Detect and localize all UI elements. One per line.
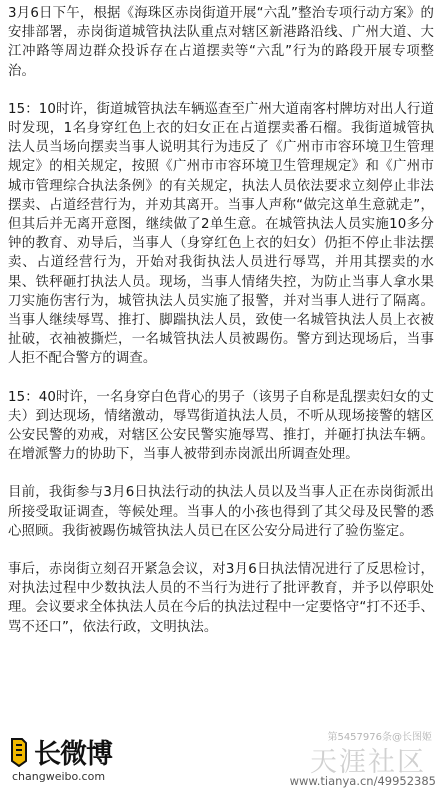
tianya-watermark-logo: 天涯社区 [310, 747, 426, 778]
article-body [8, 4, 434, 637]
watermark-caption: 第5457976条@长图姬 [327, 732, 432, 743]
footer [0, 726, 440, 798]
pencil-logo-icon [8, 737, 30, 767]
logo-url[interactable]: changweibo.com [12, 770, 106, 783]
paragraph-1540: 15：40时许，一名身穿白色背心的男子（该男子自称是乱摆卖妇女的丈夫）到达现场，情绪激动，辱骂街道执法人员，不听从现场接警的辖区公安民警的劝戒，对辖区公安民警实施辱骂、推打，并砸打执法车辆。在增派警力的协助下，当事人被带到赤岗派出所调查处理。 [8, 389, 434, 463]
paragraph-intro: 3月6日下午，根据《海珠区赤岗街道开展“六乱”整治专项行动方案》的安排部署，赤岗街道城管执法队重点对辖区新港路沿线、广州大道、大江冲路等周边群众投诉存在占道摆卖等“六乱”行为的路段开展专项整治。 [8, 6, 434, 79]
changweibo-logo[interactable] [8, 732, 112, 771]
tianya-watermark-url: www.tianya.cn/49952385 [289, 774, 436, 788]
paragraph-1510: 15：10时许，街道城管执法车辆巡查至广州大道南客村牌坊对出人行道时发现，1名身穿红色上衣的妇女正在占道摆卖番石榴。我街道城管执法人员当场向摆卖当事人说明其行为违反了《广州市市容环境卫生管理规定》的相关规定，按照《广州市市容环境卫生管理规定》和《广州市城市管理综合执法条例》的有关规定，执法人员依法要求立刻停止非法摆卖、占道经营行为，并劝其离开。当事人声称“做完这单生意就走”，但其后并无离开意图，继续做了2单生意。在城管执法人员实施10多分钟的教育、劝导后，当事人（身穿红色上衣的妇女）仍拒不停止非法摆卖、占道经营行为，开始对我街执法人员进行辱骂，并用其摆卖的水果、铁秤砸打执法人员。现场，当事人情绪失控，为防止当事人拿水果刀实施伤害行为，城管执法人员实施了报警，并对当事人进行了隔离。当事人继续辱骂、推打、脚踹执法人员，致使一名城管执法人员上衣被扯破，衣袖被撕烂，一名城管执法人员被踢伤。警方到达现场后，当事人拒不配合警方的调查。 [8, 101, 434, 367]
logo-text: 长微博 [34, 739, 112, 770]
paragraph-current-status: 目前，我街参与3月6日执法行动的执法人员以及当事人正在赤岗街派出所接受取证调查，等候处理。当事人的小孩也得到了其父母及民警的悉心照顾。我街被踢伤城管执法人员已在区公安分局进行了验伤鉴定。 [8, 485, 434, 539]
paragraph-aftermath: 事后，赤岗街立刻召开紧急会议，对3月6日执法情况进行了反思检讨，对执法过程中少数执法人员的不当行为进行了批评教育，并予以停职处理。会议要求全体执法人员在今后的执法过程中一定要恪守“打不还手、骂不还口”，依法行政，文明执法。 [8, 562, 434, 635]
